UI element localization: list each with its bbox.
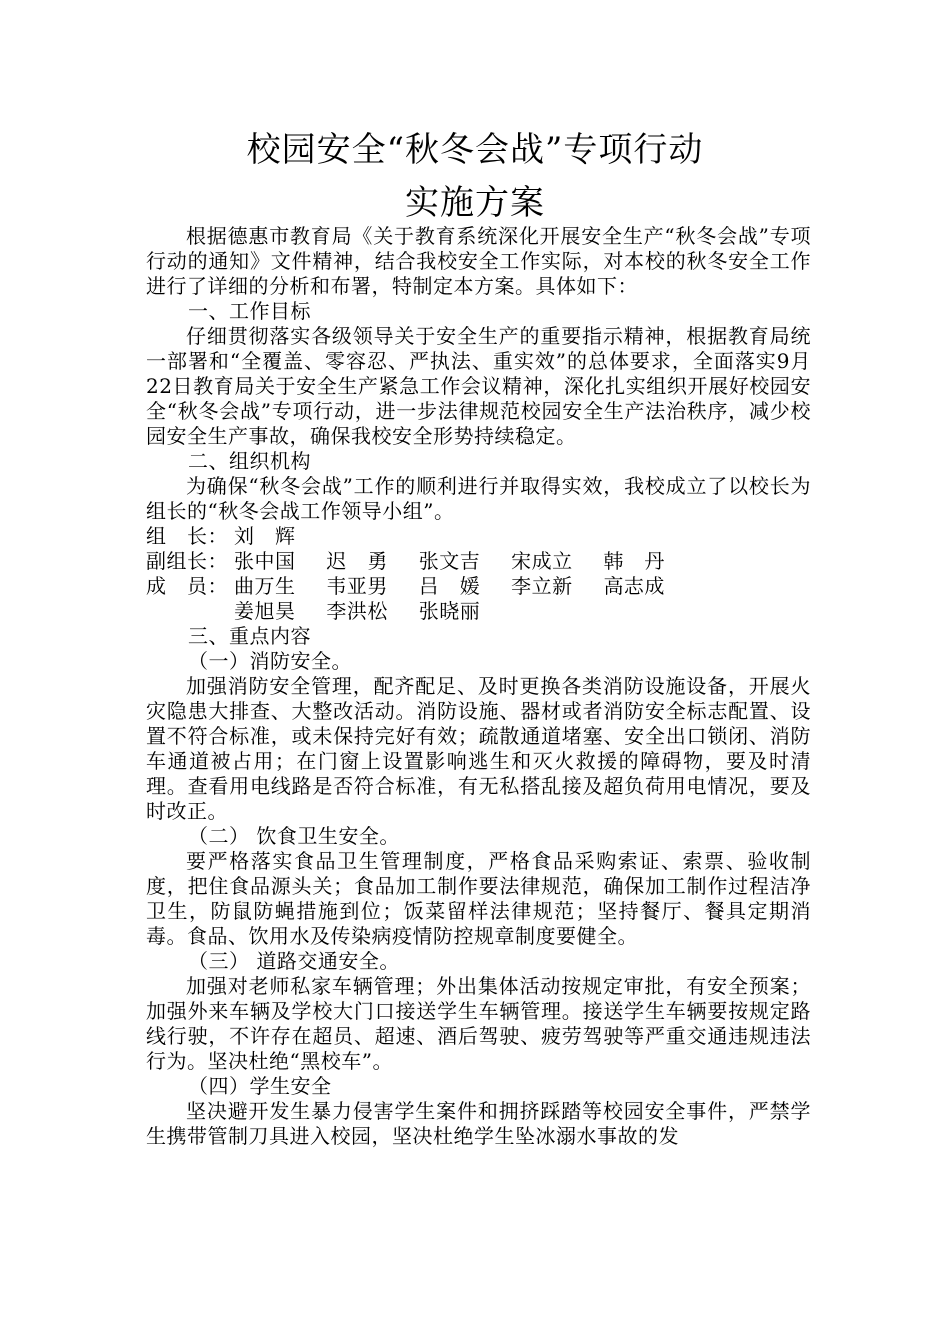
deputy-name: 韩 丹 (603, 549, 665, 573)
section1-paragraph: 仔细贯彻落实各级领导关于安全生产的重要指示精神，根据教育局统一部署和“全覆盖、零容忍、严执法、重实效”的总体要求，全面落实9月22日教育局关于安全生产紧急工作会议精神，深化扎实组织开展好校园安全“秋冬会战”专项行动，进一步法律规范校园安全生产法治秩序，减少校园安全生产事故，确保我校安全形势持续稳定。 (146, 324, 811, 448)
section3-item3-heading: （三） 道路交通安全。 (188, 949, 400, 973)
section3-item1-heading: （一）消防安全。 (188, 649, 352, 673)
member-name: 高志成 (603, 574, 665, 598)
document-title-line2: 实施方案 (405, 183, 545, 223)
section3-item4-paragraph: 坚决避开发生暴力侵害学生案件和拥挤踩踏等校园安全事件，严禁学生携带管制刀具进入校园，坚决杜绝学生坠冰溺水事故的发 (146, 1099, 811, 1148)
leader-row (146, 524, 811, 549)
section3-item3-paragraph: 加强对老师私家车辆管理；外出集体活动按规定审批，有安全预案；加强外来车辆及学校大门口接送学生车辆管理。接送学生车辆要按规定路线行驶，不许存在超员、超速、酒后驾驶、疲劳驾驶等严重交通违规违法行为。坚决杜绝“黑校车”。 (146, 974, 811, 1073)
deputy-name: 张文吉 (418, 549, 481, 573)
intro-paragraph: 根据德惠市教育局《关于教育系统深化开展安全生产“秋冬会战”专项行动的通知》文件精神，结合我校安全工作实际，对本校的秋冬安全工作进行了详细的分析和布署，特制定本方案。具体如下： (146, 224, 811, 298)
member-name: 姜旭昊 (234, 599, 296, 623)
section2-paragraph: 为确保“秋冬会战”工作的顺利进行并取得实效，我校成立了以校长为组长的“秋冬会战工作领导小组”。 (146, 474, 811, 523)
document-body (146, 224, 811, 1149)
leader-label: 组 长： (146, 524, 228, 548)
member-name: 吕 媛 (418, 574, 481, 598)
section3-item2-paragraph: 要严格落实食品卫生管理制度，严格食品采购索证、索票、验收制度，把住食品源头关；食品加工制作要法律规范，确保加工制作过程洁净卫生，防鼠防蝇措施到位；饭菜留样法律规范；坚持餐厅、餐具定期消毒。食品、饮用水及传染病疫情防控规章制度要健全。 (146, 849, 811, 948)
section3-item2-heading: （二） 饮食卫生安全。 (188, 824, 400, 848)
section1-heading: 一、工作目标 (188, 299, 311, 323)
member-label: 成 员： (146, 574, 228, 598)
member-row (146, 574, 811, 599)
member-row-continued (146, 599, 811, 624)
section2-heading: 二、组织机构 (188, 449, 311, 473)
member-name: 韦亚男 (326, 574, 388, 598)
deputy-label: 副组长： (146, 549, 228, 573)
leader-name: 刘 辉 (234, 524, 296, 548)
member-name: 张晓丽 (418, 599, 481, 623)
section3-item1-paragraph: 加强消防安全管理，配齐配足、及时更换各类消防设施设备，开展火灾隐患大排查、大整改活动。消防设施、器材或者消防安全标志配置、设置不符合标准，或未保持完好有效；疏散通道堵塞、安全出口锁闭、消防车通道被占用；在门窗上设置影响逃生和灭火救援的障碍物，要及时清理。查看用电线路是否符合标准，有无私搭乱接及超负荷用电情况，要及时改正。 (146, 674, 811, 823)
member-name: 李立新 (511, 574, 573, 598)
deputy-name: 张中国 (234, 549, 296, 573)
member-name: 曲万生 (234, 574, 296, 598)
deputy-names (234, 549, 689, 574)
document-title-line1: 校园安全“秋冬会战”专项行动 (246, 130, 704, 170)
leader-names (234, 524, 320, 549)
member-name: 李洪松 (326, 599, 388, 623)
section3-heading: 三、重点内容 (188, 624, 311, 648)
section3-item4-heading: （四）学生安全 (188, 1074, 332, 1098)
member-names (234, 574, 689, 599)
deputy-name: 宋成立 (511, 549, 573, 573)
deputy-row (146, 549, 811, 574)
deputy-name: 迟 勇 (326, 549, 388, 573)
